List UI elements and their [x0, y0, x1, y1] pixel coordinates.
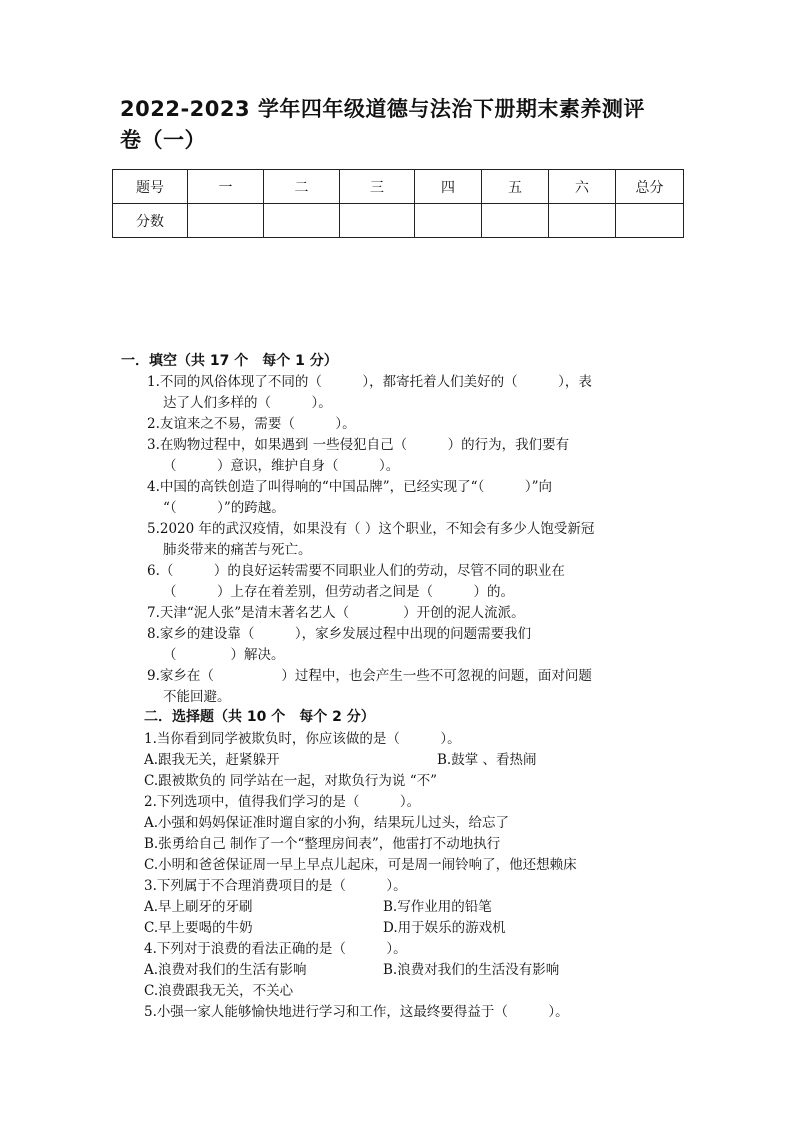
- choice-question-2: 2.下列选项中，值得我们学习的是（ ）。: [144, 794, 421, 810]
- score-cell: 六: [549, 170, 616, 204]
- score-table: [112, 169, 684, 238]
- score-cell: 五: [482, 170, 549, 204]
- score-cell: 一: [188, 170, 264, 204]
- fill-question-4-cont: “（ ）”的跨越。: [163, 500, 285, 516]
- choice-1-option-c: C.跟被欺负的 同学站在一起，对欺负行为说 “不”: [144, 773, 438, 789]
- choice-2-option-c: C.小明和爸爸保证周一早上早点儿起床，可是周一闹铃响了，他还想赖床: [144, 857, 577, 873]
- choice-question-5: 5.小强一家人能够愉快地进行学习和工作，这最终要得益于（ ）。: [144, 1004, 569, 1020]
- fill-question-1-cont: 达了人们多样的（ ）。: [163, 395, 332, 411]
- fill-question-6-cont: （ ）上存在着差别，但劳动者之间是（ ）的。: [163, 584, 514, 600]
- fill-question-2: 2.友谊来之不易，需要（ ）。: [147, 416, 356, 432]
- choice-2-option-a: A.小强和妈妈保证准时遛自家的小狗，结果玩儿过头，给忘了: [144, 815, 510, 831]
- score-cell: 四: [415, 170, 482, 204]
- score-cell: 二: [264, 170, 340, 204]
- fill-question-5-cont: 肺炎带来的痛苦与死亡。: [163, 542, 312, 558]
- score-cell: 三: [340, 170, 415, 204]
- section2-heading: 二．选择题（共 10 个 每个 2 分）: [144, 709, 375, 725]
- section1-heading: 一．填空（共 17 个 每个 1 分）: [121, 353, 338, 369]
- choice-3-option-d: D.用于娱乐的游戏机: [383, 920, 506, 936]
- fill-question-3-cont: （ ）意识，维护自身（ ）。: [163, 458, 400, 474]
- fill-question-5: 5.2020 年的武汉疫情，如果没有（ ）这个职业，不知会有多少人饱受新冠: [147, 521, 595, 537]
- score-cell-label: 题号: [113, 170, 188, 204]
- score-cell-label: 分数: [113, 204, 188, 238]
- fill-question-9-cont: 不能回避。: [163, 689, 231, 705]
- score-table-score-row: [113, 204, 684, 238]
- score-cell-total: 总分: [616, 170, 684, 204]
- fill-question-4: 4.中国的高铁创造了叫得响的“中国品牌”，已经实现了“（ ）”向: [147, 479, 552, 495]
- choice-question-1: 1.当你看到同学被欺负时，你应该做的是（ ）。: [144, 731, 461, 747]
- choice-1-option-b: B.鼓掌 、看热闹: [437, 752, 537, 768]
- score-entry-cell[interactable]: [188, 204, 264, 238]
- exam-title-line1: 2022-2023 学年四年级道德与法治下册期末素养测评: [120, 97, 645, 121]
- choice-2-option-b: B.张勇给自己 制作了一个“整理房间表”，他雷打不动地执行: [144, 836, 501, 852]
- exam-title-line2: 卷（一）: [120, 128, 206, 152]
- choice-4-option-a: A.浪费对我们的生活有影响: [144, 962, 307, 978]
- score-entry-cell[interactable]: [482, 204, 549, 238]
- choice-question-3: 3.下列属于不合理消费项目的是（ ）。: [144, 878, 407, 894]
- choice-3-option-b: B.写作业用的铅笔: [383, 899, 492, 915]
- fill-question-6: 6.（ ）的良好运转需要不同职业人们的劳动，尽管不同的职业在: [147, 563, 565, 579]
- score-entry-cell[interactable]: [264, 204, 340, 238]
- fill-question-8-cont: （ ）解决。: [163, 647, 285, 663]
- score-table-header-row: [113, 170, 684, 204]
- choice-4-option-b: B.浪费对我们的生活没有影响: [383, 962, 560, 978]
- fill-question-9: 9.家乡在（ ）过程中，也会产生一些不可忽视的问题，面对问题: [147, 668, 592, 684]
- fill-question-1: 1.不同的风俗体现了不同的（ ），都寄托着人们美好的（ ），表: [147, 374, 592, 390]
- choice-3-option-a: A.早上刷牙的牙刷: [144, 899, 253, 915]
- score-entry-cell[interactable]: [616, 204, 684, 238]
- fill-question-8: 8.家乡的建设靠（ ），家乡发展过程中出现的问题需要我们: [147, 626, 532, 642]
- score-entry-cell[interactable]: [340, 204, 415, 238]
- choice-1-option-a: A.跟我无关，赶紧躲开: [144, 752, 280, 768]
- choice-3-option-c: C.早上要喝的牛奶: [144, 920, 253, 936]
- fill-question-3: 3.在购物过程中，如果遇到 一些侵犯自己（ ）的行为，我们要有: [147, 437, 570, 453]
- score-entry-cell[interactable]: [415, 204, 482, 238]
- choice-4-option-c: C.浪费跟我无关，不关心: [144, 983, 294, 999]
- exam-title: [120, 94, 690, 156]
- score-entry-cell[interactable]: [549, 204, 616, 238]
- choice-question-4: 4.下列对于浪费的看法正确的是（ ）。: [144, 941, 407, 957]
- fill-question-7: 7.天津“泥人张”是清末著名艺人（ ）开创的泥人流派。: [147, 605, 525, 621]
